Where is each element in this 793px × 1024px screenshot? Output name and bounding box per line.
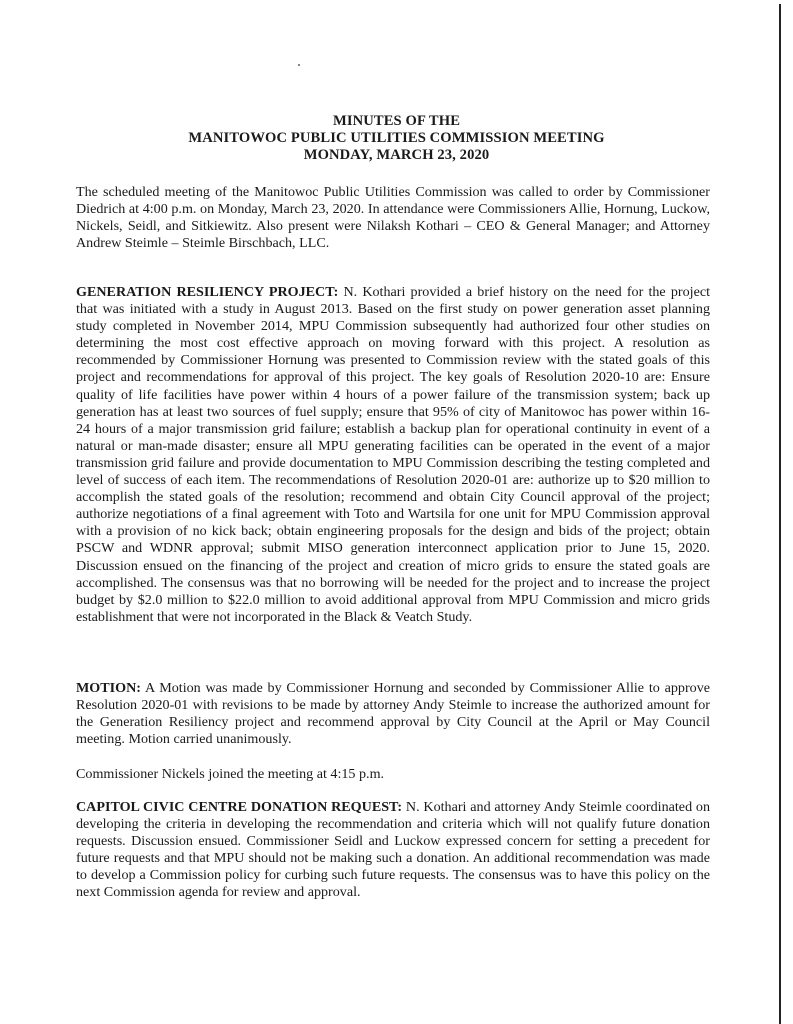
section-heading: GENERATION RESILIENCY PROJECT: [76, 284, 339, 300]
title-line-1: MINUTES OF THE [332, 113, 461, 129]
capitol-civic-centre-paragraph [76, 799, 710, 902]
title-line-2: MANITOWOC PUBLIC UTILITIES COMMISSION MEETING [188, 130, 605, 146]
section-text: N. Kothari provided a brief history on the need for the project that was initiated with a study in August 2013. Based on the first study on power generation asset planning study completed in November 2014, MPU Commission subsequently had authorized four other studies on determining the most cost effective approach on moving forward with this project. A resolution as recommended by Commissioner Hornung was presented to Commission review with the stated goals of this project and recommendations for approval of this project. The key goals of Resolution 2020-10 are: Ensure quality of life facilities have power within 4 hours of a power failure of the transmission system; back up generation has at least two sources of fuel supply; ensure that 95% of city of Manitowoc has power within 16-24 hours of a major transmission grid failure; establish a backup plan for operational continuity in event of a natural or man-made disaster; ensure all MPU generating facilities can be operated in the event of a major transmission grid failure and provide documentation to MPU Commission describing the testing completed and level of success of each item. The recommendations of Resolution 2020-01 are: authorize up to $20 million to accomplish the stated goals of the resolution; recommend and obtain City Council approval of the project; authorize negotiations of a final agreement with Toto and Wartsila for one unit for MPU Commission approval with a provision of no kick back; obtain engineering proposals for the design and bids of the project; obtain PSCW and WDNR approval; submit MISO generation interconnect application prior to June 15, 2020. Discussion ensued on the financing of the project and creation of micro grids to ensure the stated goals are accomplished. The consensus was that no borrowing will be needed for the project and to increase the project budget by $2.0 million to $22.0 million to avoid additional approval from MPU Commission and micro grids establishment that were not incorporated in the Black & Veatch Study. [76, 284, 710, 625]
motion-paragraph [76, 680, 710, 748]
section-text: N. Kothari and attorney Andy Steimle coordinated on developing the criteria in developing the recommendation and criteria which will not qualify future donation requests. Discussion ensued. Commissioner Seidl and Luckow expressed concern for setting a precedent for future requests and that MPU should not be making such a donation. An additional recommendation was made to develop a Commission policy for curbing such future requests. The consensus was to have this policy on the next Commission agenda for review and approval. [76, 799, 711, 901]
generation-resiliency-paragraph [76, 284, 710, 626]
scan-speck [298, 64, 300, 66]
section-text: A Motion was made by Commissioner Hornung and seconded by Commissioner Allie to approve Resolution 2020-01 with revisions to be made by attorney Andy Steimle to increase the authorized amount for the Generation Resiliency project and recommend approval by City Council at the April or May Council meeting. Motion carried unanimously. [76, 680, 710, 748]
section-heading: MOTION: [76, 680, 141, 696]
intro-paragraph: The scheduled meeting of the Manitowoc Public Utilities Commission was called to order by Commissioner Diedrich at 4:00 p.m. on Monday, March 23, 2020. In attendance were Commissioners Allie, Hornung, Luckow, Nickels, Seidl, and Sitkiewitz. Also present were Nilaksh Kothari – CEO & General Manager; and Attorney Andrew Steimle – Steimle Birschbach, LLC. [76, 184, 710, 252]
nickels-joined-paragraph [76, 766, 710, 783]
document-title [0, 113, 793, 164]
section-heading: CAPITOL CIVIC CENTRE DONATION REQUEST: [76, 799, 403, 815]
section-text: Commissioner Nickels joined the meeting at 4:15 p.m. [76, 766, 385, 782]
title-line-3: MONDAY, MARCH 23, 2020 [303, 147, 490, 163]
